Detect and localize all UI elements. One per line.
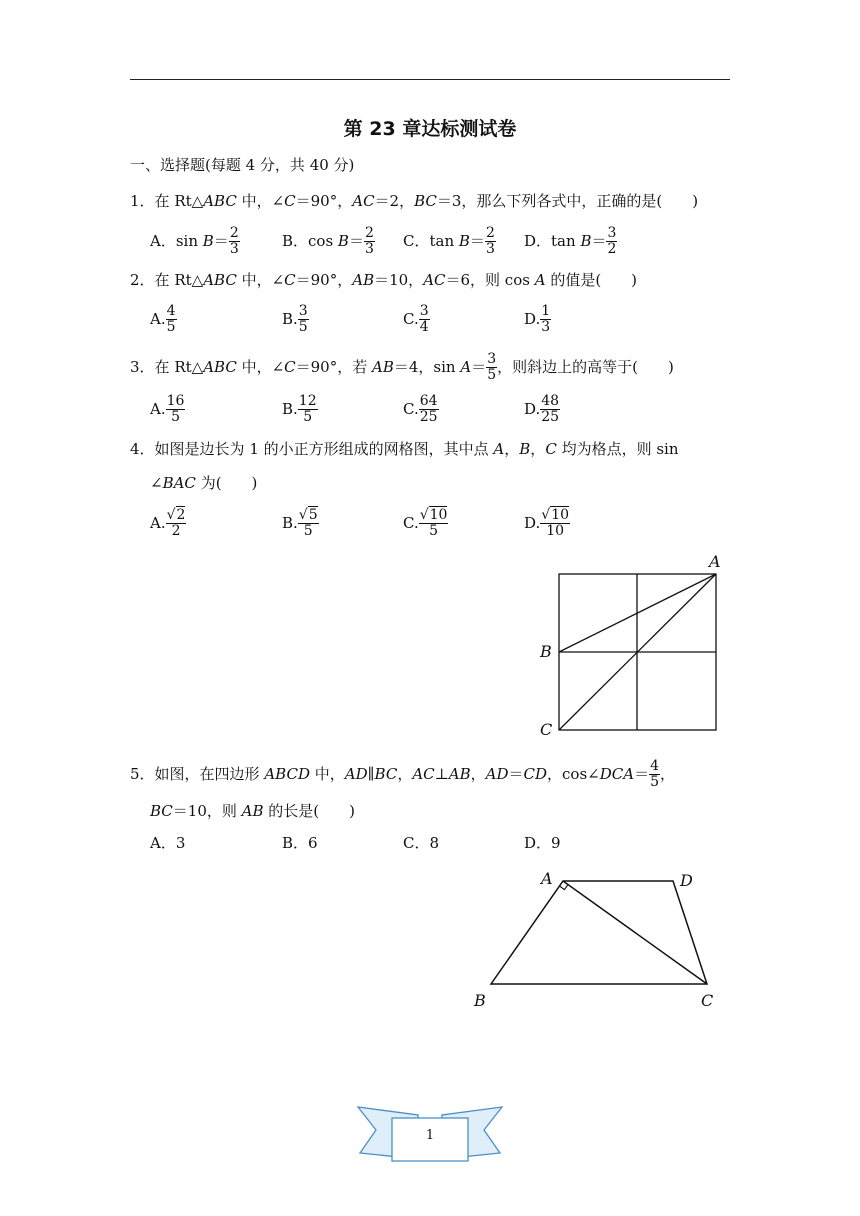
point-label-b: B bbox=[540, 642, 552, 661]
point-label-b: B bbox=[474, 991, 486, 1010]
point-label-a: A bbox=[709, 552, 721, 571]
page-number: 1 bbox=[425, 1128, 435, 1143]
question-4-line-2: ∠BAC 为( ) bbox=[150, 474, 258, 492]
question-2: 2．在 Rt△ABC 中，∠C＝90°，AB＝10，AC＝6，则 cos A 的值是( ) bbox=[130, 271, 638, 289]
q5-option-b: B．6 bbox=[282, 834, 318, 852]
q2-option-d: D. $\frac{1}{3}$ bbox=[524, 303, 551, 336]
q1-option-a: A．sin B＝ $\frac{2}{3}$ bbox=[150, 225, 239, 258]
question-5-line-2: BC＝10，则 AB 的长是( ) bbox=[150, 802, 355, 820]
q5-option-d: D．9 bbox=[524, 834, 561, 852]
q2-option-a: A. $\frac{4}{5}$ bbox=[150, 303, 176, 336]
question-4: 4．如图是边长为 1 的小正方形组成的网格图，其中点 A，B，C 均为格点，则 sin bbox=[130, 440, 679, 458]
question-5: 5．如图，在四边形 ABCD 中，AD∥BC，AC⊥AB，AD＝CD，cos∠DCA＝ $\frac{4}{5}$ ， bbox=[130, 758, 676, 791]
point-label-c: C bbox=[540, 720, 553, 739]
q4-option-c: C. $\frac{√10}{5}$ bbox=[403, 507, 448, 540]
q1-option-d: D．tan B＝ $\frac{3}{2}$ bbox=[524, 225, 617, 258]
q1-option-b: B．cos B＝ $\frac{2}{3}$ bbox=[282, 225, 374, 258]
q5-option-a: A．3 bbox=[150, 834, 186, 852]
point-label-c: C bbox=[701, 991, 714, 1010]
section-heading: 一、选择题(每题 4 分，共 40 分) bbox=[130, 156, 355, 174]
q2-option-b: B. $\frac{3}{5}$ bbox=[282, 303, 308, 336]
point-label-a: A bbox=[541, 869, 553, 888]
q3-option-a: A. $\frac{16}{5}$ bbox=[150, 393, 185, 426]
q1-option-c: C．tan B＝ $\frac{2}{3}$ bbox=[403, 225, 495, 258]
q3-option-b: B. $\frac{12}{5}$ bbox=[282, 393, 317, 426]
question-3: 3．在 Rt△ABC 中，∠C＝90°，若 AB＝4，sin A＝ $\frac{3}{5}$ ，则斜边上的高等于( ) bbox=[130, 351, 674, 384]
page-title: 第 23 章达标测试卷 bbox=[343, 118, 517, 140]
q3-option-c: C. $\frac{64}{25}$ bbox=[403, 393, 438, 426]
question-1: 1．在 Rt△ABC 中，∠C＝90°，AC＝2，BC＝3，那么下列各式中，正确的是( ) bbox=[130, 192, 699, 210]
q4-option-d: D. $\frac{√10}{10}$ bbox=[524, 507, 570, 540]
q4-option-a: A. $\frac{√2}{2}$ bbox=[150, 507, 186, 540]
q5-option-c: C．8 bbox=[403, 834, 440, 852]
q3-option-d: D. $\frac{48}{25}$ bbox=[524, 393, 560, 426]
point-label-d: D bbox=[680, 871, 693, 890]
q4-option-b: B. $\frac{√5}{5}$ bbox=[282, 507, 318, 540]
q2-option-c: C. $\frac{3}{4}$ bbox=[403, 303, 429, 336]
